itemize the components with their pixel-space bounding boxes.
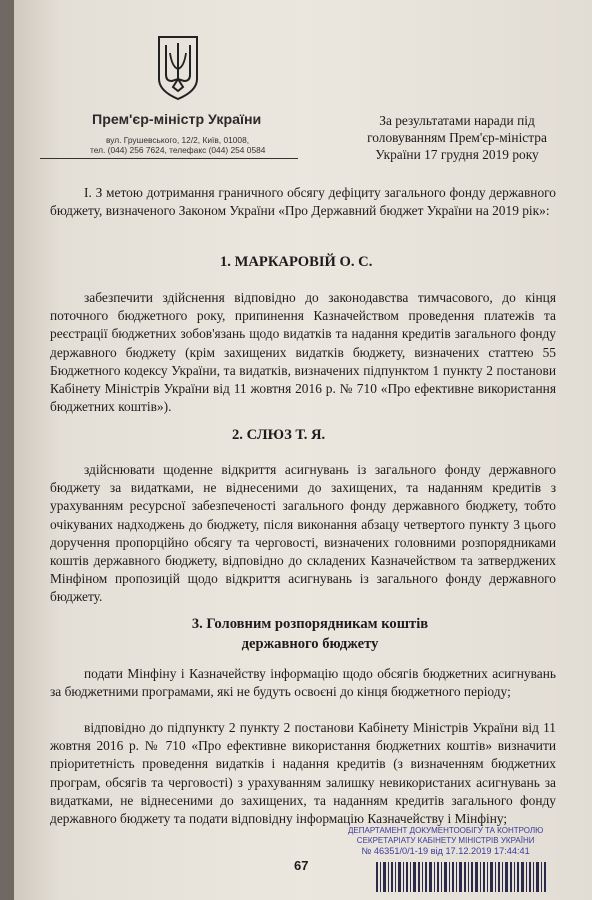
sender-title: Прем'єр-міністр України [92,112,262,128]
intro-paragraph [50,184,556,220]
page-number: 67 [294,858,309,873]
document-page [14,0,592,900]
section-3-paragraph-2 [50,719,556,828]
meeting-note-line: За результатами наради під [379,113,535,128]
section-3-heading [186,614,434,654]
barcode-icon [376,862,548,892]
stamp-department: ДЕПАРТАМЕНТ ДОКУМЕНТООБІГУ ТА КОНТРОЛЮ [348,826,544,835]
section-3-heading-line2: державного бюджету [241,636,379,652]
sender-address: вул. Грушевського, 12/2, Київ, 01008, [106,135,250,145]
intro-text: I. З метою дотримання граничного обсягу дефіциту загального фонду державного бюджету, визначеного Законом України «Про Державний бюджет України на 2019 рік»: [50,185,556,219]
section-1-text [50,289,556,416]
section-3-heading-line1: 3. Головним розпорядникам коштів [191,616,429,632]
section-1-body: забезпечити здійснення відповідно до законодавства тимчасового, до кінця поточного бюджетного року, припинення Казначейством проведення платежів та реєстрації бюджетних зобов'язань щодо видатків та надання кредитів загального фонду державного бюджету (крім захищених видатків бюджету, визначених статтею 55 Бюджетного кодексу України, та видатків, визначених підпунктом 1 пункту 2 постанови Кабінету Міністрів України від 11 жовтня 2016 р. № 710 «Про ефективне використання бюджетних коштів»). [50,290,556,415]
section-3-paragraph-1 [50,665,556,701]
header-divider [40,158,298,159]
stamp-registration-number: № 46351/0/1-19 від 17.12.2019 17:44:41 [361,845,530,856]
section-3-para-1-text: подати Мінфіну і Казначейству інформацію щодо обсягів бюджетних асигнувань за бюджетними програмами, які не будуть освоєні до кінця бюджетного періоду; [50,666,556,700]
section-2-body: здійснювати щоденне відкриття асигнувань із загального фонду державного бюджету за видатками, не віднесеними до захищених, та наданням кредитів з урахуванням ресурсної забезпеченості загального фонду державного бюджету, тобто очікуваних надходжень до бюджету, після виконання абзацу четвертого пункту 3 цього доручення пропорційно обсягу та черговості, визначених головними розпорядниками коштів державного бюджету, відповідно до складених Казначейством та затверджених Мінфіном пропозицій щодо відкриття асигнувань із загального фонду державного бюджету. [50,462,556,605]
section-2-heading: 2. СЛЮЗ Т. Я. [232,427,326,443]
section-3-para-2-text: відповідно до підпункту 2 пункту 2 постанови Кабінету Міністрів України від 11 жовтня 2016 р. № 710 «Про ефективне використання бюджетних коштів» визначити пріоритетність проведення видатків і надання кредитів (з визначенням бюджетних програм, обсягів та черговості) з урахуванням залишку невикористаних асигнувань за видатками, не віднесеними до захищених, та наданням кредитів загального фонду державного бюджету та подати відповідну інформацію Казначейству і Мінфіну; [50,720,556,827]
section-1-heading: 1. МАРКАРОВІЙ О. С. [220,254,373,270]
section-2-text [50,461,556,607]
meeting-note-line: головуванням Прем'єр-міністра [367,130,547,145]
registration-stamp [348,826,543,856]
sender-phone: тел. (044) 256 7624, телефакс (044) 254 0584 [90,145,266,155]
stamp-secretariat: СЕКРЕТАРІАТУ КАБІНЕТУ МІНІСТРІВ УКРАЇНИ [356,835,535,845]
meeting-note [350,112,564,163]
trident-emblem-icon [156,33,200,101]
meeting-note-line: України 17 грудня 2019 року [375,147,539,162]
